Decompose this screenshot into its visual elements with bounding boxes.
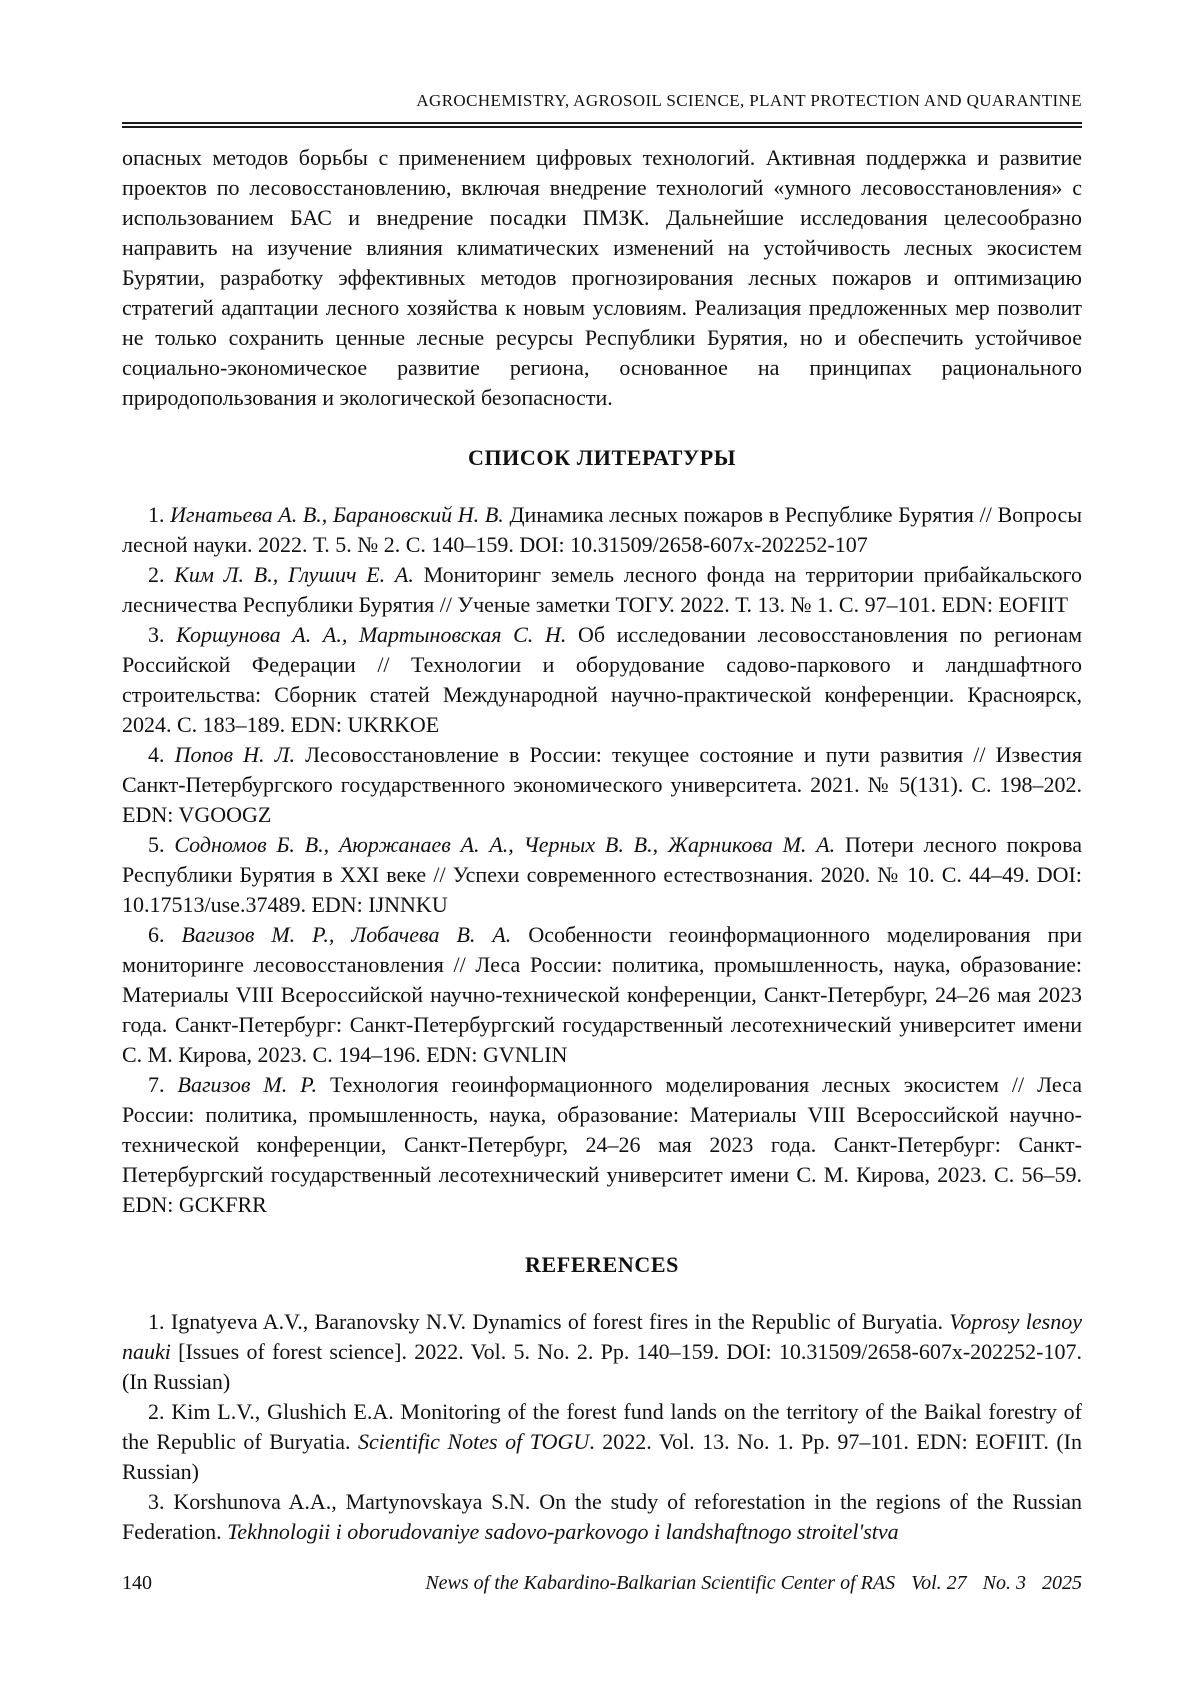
reference-text: Лесовосстановление в России: текущее состояние и пути развития // Известия Санкт-Петербургского государственного экономического университета. 2021. № 5(131). С. 198–202. EDN: VGOOGZ bbox=[122, 742, 1082, 827]
reference-authors: Коршунова А. А., Мартыновская С. Н. bbox=[176, 622, 567, 647]
reference-text: 2. Kim L.V., Glushich E.A. Monitoring of the forest fund lands on the territory of the Baikal forestry of the Republic of Buryatia. bbox=[122, 1399, 1082, 1454]
reference-item-ru-2 bbox=[122, 560, 1082, 620]
footer-journal-title: News of the Kabardino-Balkarian Scientific Center of RAS bbox=[425, 1572, 896, 1594]
reference-text: [Issues of forest science]. 2022. Vol. 5. No. 2. Pp. 140–159. DOI: 10.31509/2658-607x-202252-107. (In Russian) bbox=[122, 1339, 1082, 1394]
page-number: 140 bbox=[122, 1572, 152, 1594]
reference-text: 1. Ignatyeva A.V., Baranovsky N.V. Dynamics of forest fires in the Republic of Buryatia. bbox=[148, 1309, 950, 1334]
reference-text: Потери лесного покрова Республики Бурятия в XXI веке // Успехи современного естествознания. 2020. № 10. С. 44–49. DOI: 10.17513/use.37489. EDN: IJNNKU bbox=[122, 832, 1082, 917]
footer-issue: No. 3 bbox=[982, 1572, 1026, 1594]
reference-authors: Содномов Б. В., Аюржанаев А. А., Черных В. В., Жарникова М. А. bbox=[174, 832, 836, 857]
page-content bbox=[122, 143, 1082, 1547]
reference-authors: Вагизов М. Р., Лобачева В. А. bbox=[181, 922, 512, 947]
bibliography-ru-heading: СПИСОК ЛИТЕРАТУРЫ bbox=[467, 445, 737, 470]
reference-item-ru-3 bbox=[122, 620, 1082, 740]
reference-text: . 2022. Vol. 13. No. 1. Pp. 97–101. EDN: EOFIIT. (In Russian) bbox=[122, 1429, 1083, 1484]
reference-item-ru-6 bbox=[122, 920, 1082, 1070]
reference-authors: Ким Л. В., Глушич Е. А. bbox=[174, 562, 414, 587]
reference-item-ru-4 bbox=[122, 740, 1082, 830]
reference-journal-title: Voprosy lesnoy nauki bbox=[122, 1309, 1083, 1364]
reference-text: Особенности геоинформационного моделирования при мониторинге лесовосстановления // Леса России: политика, промышленность, наука, образование: Материалы VIII Всероссийской научно-технической конференции, Санкт-Петербург, 24–26 мая 2023 года. Санкт-Петербург: Санкт-Петербургский государственный лесотехнический университет имени С. М. Кирова, 2023. С. 194–196. EDN: GVNLIN bbox=[122, 922, 1083, 1067]
reference-item-en-2 bbox=[122, 1397, 1082, 1487]
reference-authors: Вагизов М. Р. bbox=[177, 1072, 317, 1097]
reference-text: Об исследовании лесовосстановления по регионам Российской Федерации // Технологии и оборудование садово-паркового и ландшафтного строительства: Сборник статей Международной научно-практической конференции. Красноярск, 2024. С. 183–189. EDN: UKRKOE bbox=[122, 622, 1082, 737]
reference-number: 6. bbox=[148, 922, 165, 947]
reference-number: 7. bbox=[148, 1072, 165, 1097]
reference-text: 3. Korshunova A.A., Martynovskaya S.N. On the study of reforestation in the regions of the Russian Federation. bbox=[122, 1489, 1082, 1544]
reference-item-en-3 bbox=[122, 1487, 1082, 1547]
reference-item-ru-5 bbox=[122, 830, 1082, 920]
reference-text: Мониторинг земель лесного фонда на территории прибайкальского лесничества Республики Бурятия // Ученые заметки ТОГУ. 2022. Т. 13. № 1. С. 97–101. EDN: EOFIIT bbox=[122, 562, 1082, 617]
page-footer bbox=[122, 1570, 1082, 1596]
reference-journal-title: Tekhnologii i oborudovaniye sadovo-parkovogo i landshaftnogo stroitel'stva bbox=[227, 1519, 899, 1544]
reference-item-ru-7 bbox=[122, 1070, 1082, 1220]
reference-item-ru-1 bbox=[122, 500, 1082, 560]
reference-journal-title: Scientific Notes of TOGU bbox=[358, 1429, 590, 1454]
reference-number: 3. bbox=[148, 622, 165, 647]
reference-text: Динамика лесных пожаров в Республике Бурятия // Вопросы лесной науки. 2022. Т. 5. № 2. С. 140–159. DOI: 10.31509/2658-607x-202252-107 bbox=[122, 502, 1083, 557]
reference-number: 2. bbox=[148, 562, 165, 587]
reference-authors: Игнатьева А. В., Барановский Н. В. bbox=[170, 502, 504, 527]
reference-authors: Попов Н. Л. bbox=[174, 742, 296, 767]
footer-journal-line bbox=[425, 1570, 1082, 1596]
bibliography-en-heading: REFERENCES bbox=[525, 1252, 679, 1277]
footer-year: 2025 bbox=[1042, 1572, 1082, 1594]
footer-volume: Vol. 27 bbox=[911, 1572, 967, 1594]
reference-number: 4. bbox=[148, 742, 165, 767]
conclusion-paragraph: опасных методов борьбы с применением цифровых технологий. Активная поддержка и развитие проектов по лесовосстановлению, включая внедрение технологий «умного лесовосстановления» с использованием БАС и внедрение посадки ПМЗК. Дальнейшие исследования целесообразно направить на изучение влияния климатических изменений на устойчивость лесных экосистем Бурятии, разработку эффективных методов прогнозирования лесных пожаров и оптимизацию стратегий адаптации лесного хозяйства к новым условиям. Реализация предложенных мер позволит не только сохранить ценные лесные ресурсы Республики Бурятия, но и обеспечить устойчивое социально-экономическое развитие региона, основанное на принципах рационального природопользования и экологической безопасности. bbox=[122, 145, 1082, 410]
header-rule bbox=[122, 122, 1082, 128]
running-head: AGROCHEMISTRY, AGROSOIL SCIENCE, PLANT PROTECTION AND QUARANTINE bbox=[416, 91, 1082, 110]
reference-number: 1. bbox=[148, 502, 165, 527]
reference-text: Технология геоинформационного моделирования лесных экосистем // Леса России: политика, промышленность, наука, образование: Материалы VIII Всероссийской научно-технической конференции, Санкт-Петербург, 24–26 мая 2023 года. Санкт-Петербург: Санкт-Петербургский государственный лесотехнический университет имени С. М. Кирова, 2023. С. 56–59. EDN: GCKFRR bbox=[122, 1072, 1082, 1217]
reference-item-en-1 bbox=[122, 1307, 1082, 1397]
reference-number: 5. bbox=[148, 832, 165, 857]
